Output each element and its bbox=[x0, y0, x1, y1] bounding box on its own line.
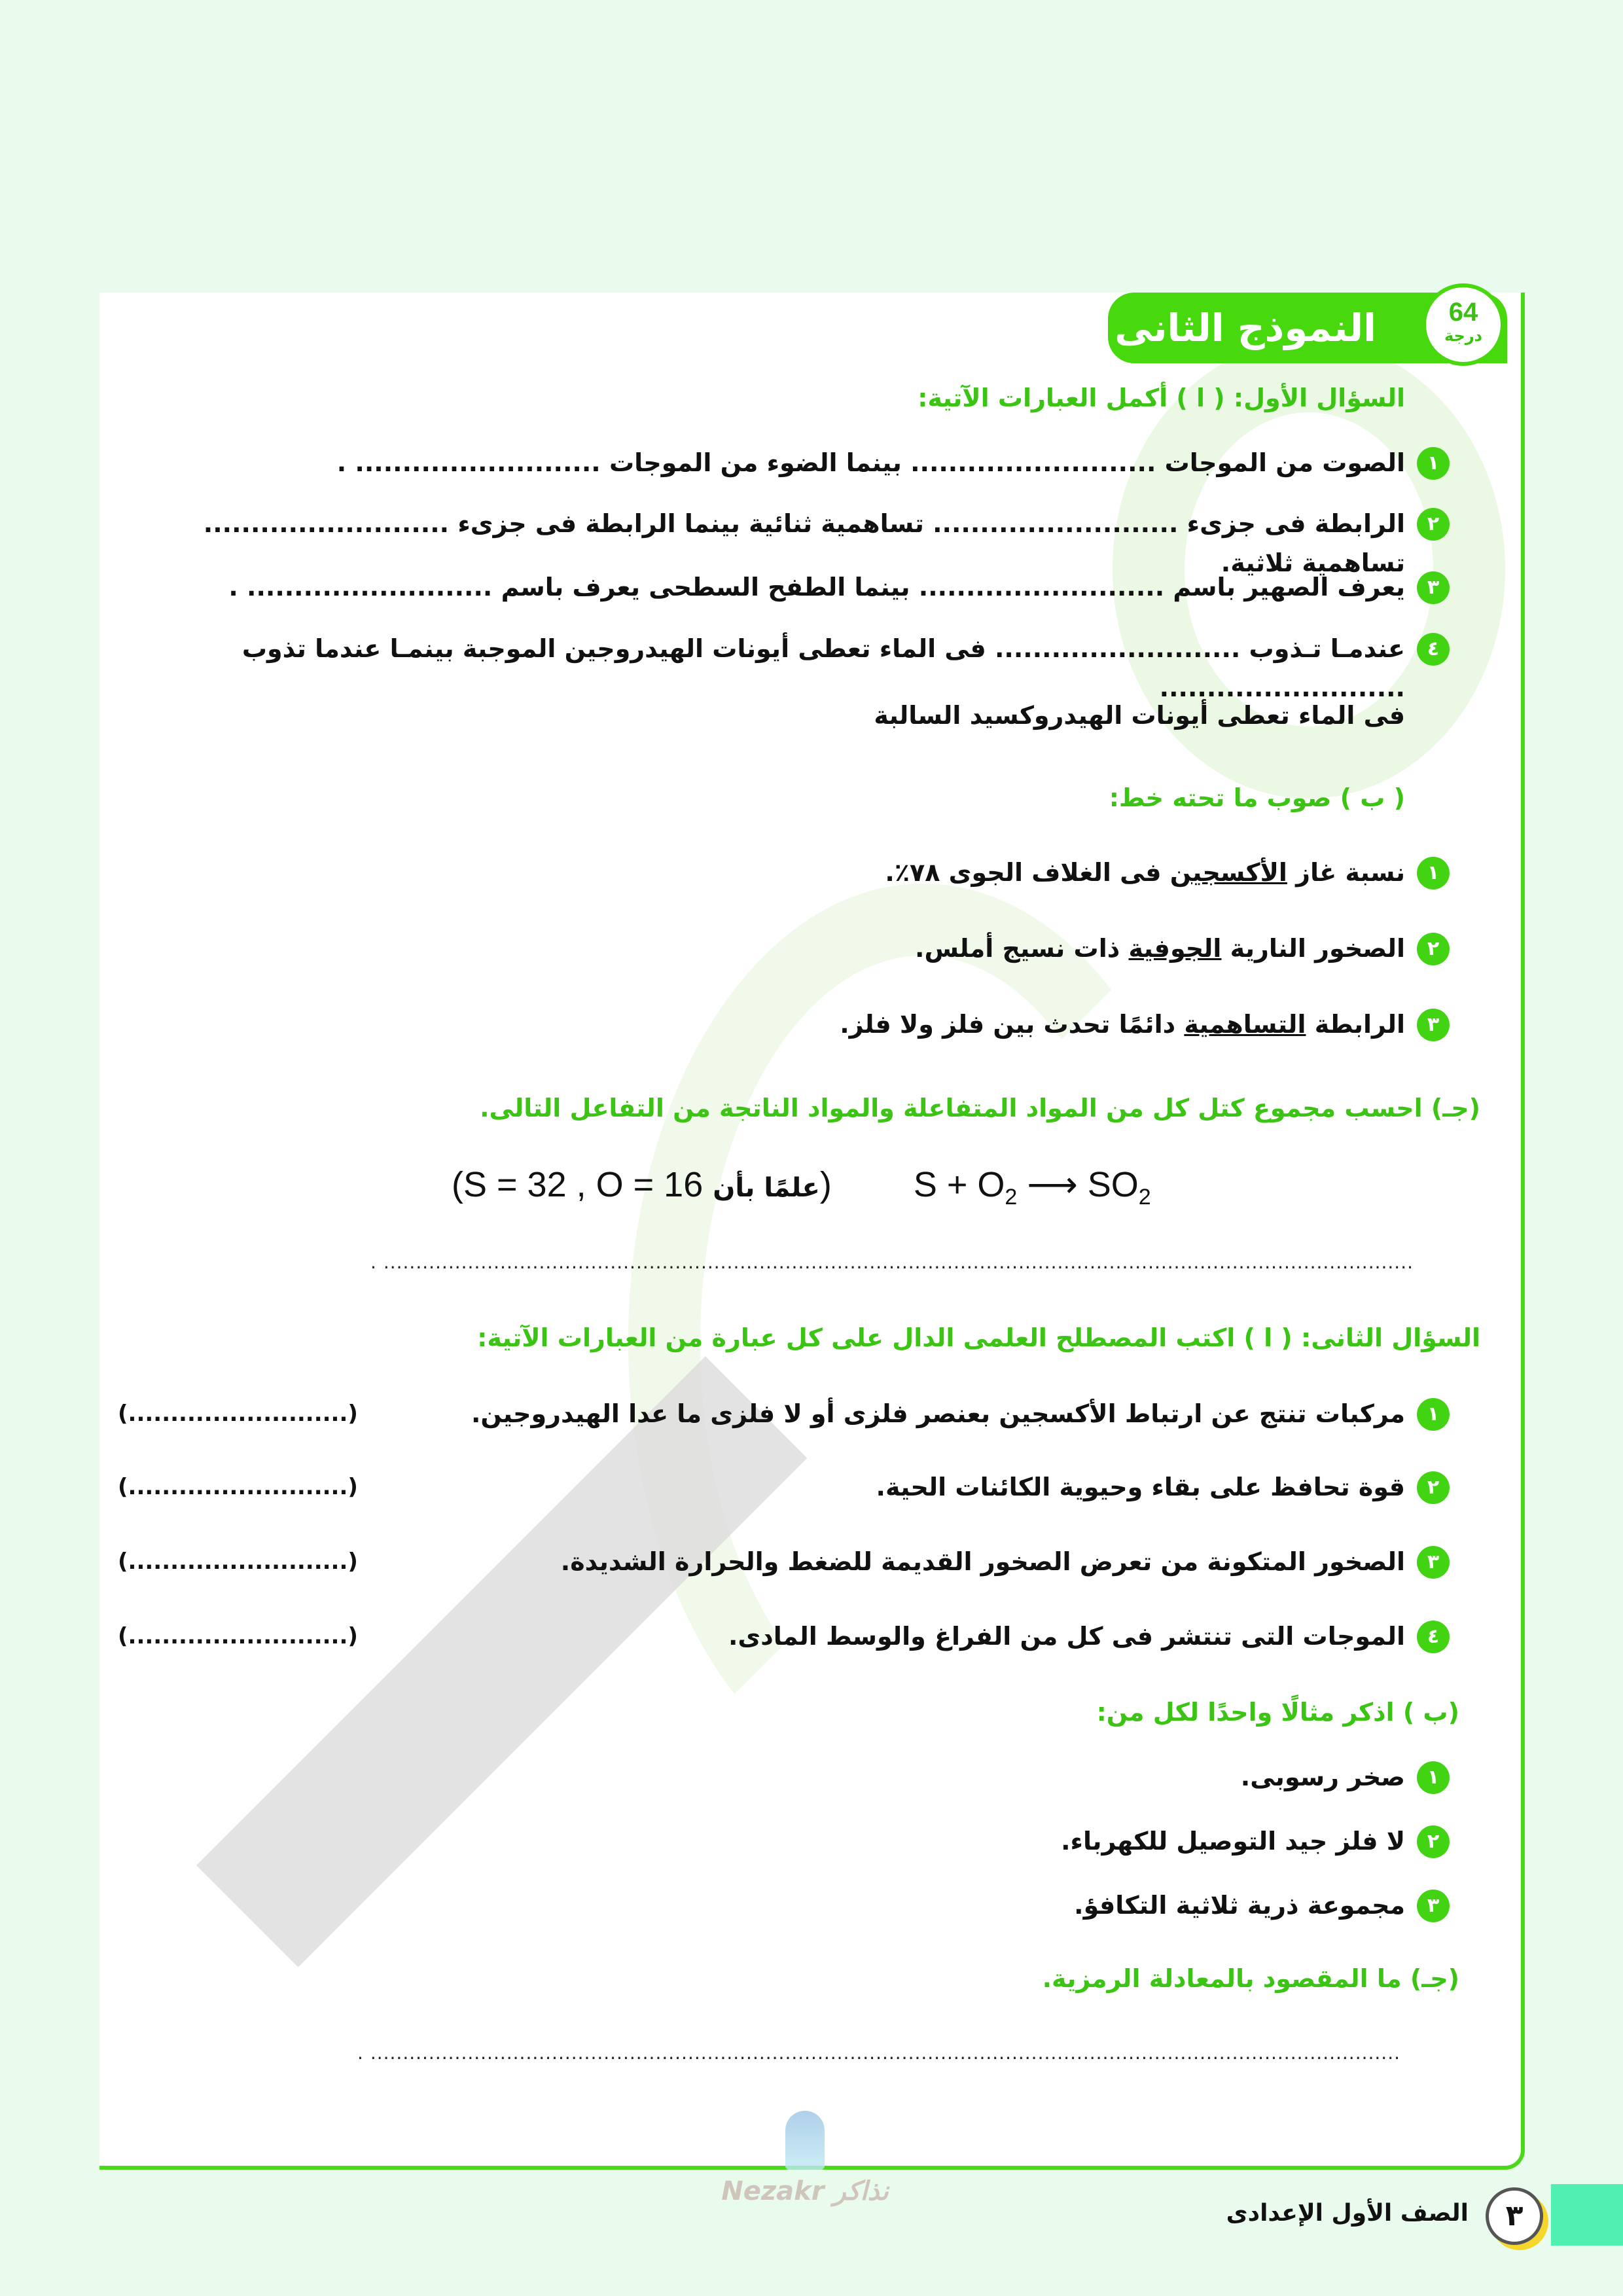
arrow-icon: ⟶ bbox=[1027, 1165, 1078, 1204]
item-text: دائمًا تحدث بين فلز ولا فلز. bbox=[840, 1010, 1185, 1039]
answer-line[interactable]: ............................................................................................................................................................... . bbox=[370, 1251, 1414, 1273]
item-text: فى الغلاف الجوى ٧٨٪. bbox=[885, 858, 1170, 887]
number-badge: ٣ bbox=[1417, 1890, 1450, 1922]
chemical-equation bbox=[452, 1164, 1151, 1210]
page-number: ٣ bbox=[1486, 2187, 1543, 2245]
list-item bbox=[111, 929, 1440, 968]
reactants: S + O bbox=[913, 1165, 1005, 1204]
list-item bbox=[111, 853, 1440, 892]
answer-blank[interactable]: (..........................) bbox=[118, 1549, 358, 1575]
score-unit: درجة bbox=[1444, 327, 1482, 345]
given-values: (S = 32 , O = 16 bbox=[452, 1165, 713, 1204]
answer-blank[interactable]: (..........................) bbox=[118, 1623, 358, 1649]
number-badge: ٢ bbox=[1417, 508, 1450, 541]
item-text: الموجات التى تنتشر فى كل من الفراغ والوسط المادى. bbox=[728, 1622, 1405, 1651]
item-text: قوة تحافظ على بقاء وحيوية الكائنات الحية. bbox=[876, 1473, 1405, 1501]
item-text: الرابطة bbox=[1306, 1010, 1405, 1039]
list-item-continuation: فى الماء تعطى أيونات الهيدروكسيد السالبة bbox=[874, 701, 1405, 730]
number-badge: ٣ bbox=[1417, 1546, 1450, 1579]
number-badge: ٣ bbox=[1417, 571, 1450, 604]
item-text: صخر رسوبى. bbox=[1240, 1763, 1405, 1791]
item-text: الصخور المتكونة من تعرض الصخور القديمة للضغط والحرارة الشديدة. bbox=[560, 1547, 1405, 1576]
list-item bbox=[111, 1757, 1440, 1797]
answer-blank[interactable]: (..........................) bbox=[118, 1474, 358, 1500]
q1-b-heading: ( ب ) صوب ما تحته خط: bbox=[1109, 783, 1405, 812]
q1-c-heading: (جـ) احسب مجموع كتل كل من المواد المتفاعلة والمواد الناتجة من التفاعل التالى. bbox=[480, 1094, 1480, 1122]
underlined-word: التساهمية bbox=[1184, 1010, 1306, 1039]
item-text: الصوت من الموجات .......................... بينما الضوء من الموجات .......................... . bbox=[336, 448, 1405, 477]
list-item bbox=[406, 1467, 1440, 1507]
number-badge: ٢ bbox=[1417, 1471, 1450, 1504]
logo-text: Nezakr نذاكر bbox=[721, 2176, 889, 2206]
underlined-word: الأكسجين bbox=[1169, 858, 1287, 887]
number-badge: ٣ bbox=[1417, 1009, 1450, 1041]
score-badge bbox=[1422, 283, 1505, 366]
nezakr-logo bbox=[713, 2111, 897, 2206]
given-label: علمًا بأن bbox=[713, 1173, 820, 1203]
item-text: لا فلز جيد التوصيل للكهرباء. bbox=[1061, 1827, 1405, 1856]
number-badge: ١ bbox=[1417, 1761, 1450, 1794]
list-item bbox=[406, 1617, 1440, 1656]
q2-b-heading: (ب ) اذكر مثالًا واحدًا لكل من: bbox=[1096, 1698, 1459, 1727]
number-badge: ١ bbox=[1417, 857, 1450, 889]
number-badge: ١ bbox=[1417, 447, 1450, 480]
underlined-word: الجوفية bbox=[1128, 934, 1222, 963]
exam-title: النموذج الثانى bbox=[1108, 293, 1507, 363]
item-text: مركبات تنتج عن ارتباط الأكسجين بعنصر فلزى أو لا فلزى ما عدا الهيدروجين. bbox=[471, 1399, 1405, 1428]
number-badge: ٤ bbox=[1417, 1621, 1450, 1653]
item-text: نسبة غاز bbox=[1287, 858, 1405, 887]
q2-heading: السؤال الثانى: ( ا ) اكتب المصطلح العلمى الدال على كل عبارة من العبارات الآتية: bbox=[477, 1323, 1480, 1352]
item-text: عندمـا تـذوب .......................... فى الماء تعطى أيونات الهيدروجين الموجبة بينمـا عندما تذوب .......................... bbox=[241, 634, 1405, 702]
answer-blank[interactable]: (..........................) bbox=[118, 1401, 358, 1427]
list-item bbox=[406, 1542, 1440, 1581]
item-text: مجموعة ذرية ثلاثية التكافؤ. bbox=[1074, 1891, 1405, 1920]
grade-label: الصف الأول الإعدادى bbox=[1226, 2200, 1469, 2227]
list-item bbox=[406, 1394, 1440, 1433]
answer-line[interactable]: ............................................................................................................................................................... . bbox=[357, 2042, 1400, 2064]
subscript: 2 bbox=[1138, 1184, 1151, 1210]
number-badge: ٤ bbox=[1417, 633, 1450, 666]
number-badge: ١ bbox=[1417, 1398, 1450, 1431]
list-item bbox=[111, 567, 1440, 607]
item-text: يعرف الصهير باسم .......................... بينما الطفح السطحى يعرف باسم .......................... . bbox=[228, 573, 1405, 601]
given-close: ) bbox=[819, 1165, 832, 1204]
list-item bbox=[111, 1821, 1440, 1861]
number-badge: ٢ bbox=[1417, 1825, 1450, 1858]
item-text: الرابطة فى جزىء .......................... تساهمية ثنائية بينما الرابطة فى جزىء .......................... تساهمية ثلاثية. bbox=[203, 509, 1405, 577]
item-text: ذات نسيج أملس. bbox=[915, 934, 1129, 963]
list-item bbox=[111, 443, 1440, 482]
item-text: الصخور النارية bbox=[1221, 934, 1405, 963]
score-value: 64 bbox=[1448, 298, 1478, 327]
number-badge: ٢ bbox=[1417, 933, 1450, 965]
graduation-cap-icon bbox=[785, 2111, 825, 2170]
page-tab bbox=[1551, 2184, 1623, 2246]
q1-heading: السؤال الأول: ( ا ) أكمل العبارات الآتية: bbox=[918, 384, 1405, 412]
subscript: 2 bbox=[1005, 1184, 1018, 1210]
q2-c-heading: (جـ) ما المقصود بالمعادلة الرمزية. bbox=[1042, 1964, 1459, 1993]
product: SO bbox=[1087, 1165, 1139, 1204]
list-item bbox=[111, 1886, 1440, 1925]
list-item bbox=[111, 1005, 1440, 1044]
